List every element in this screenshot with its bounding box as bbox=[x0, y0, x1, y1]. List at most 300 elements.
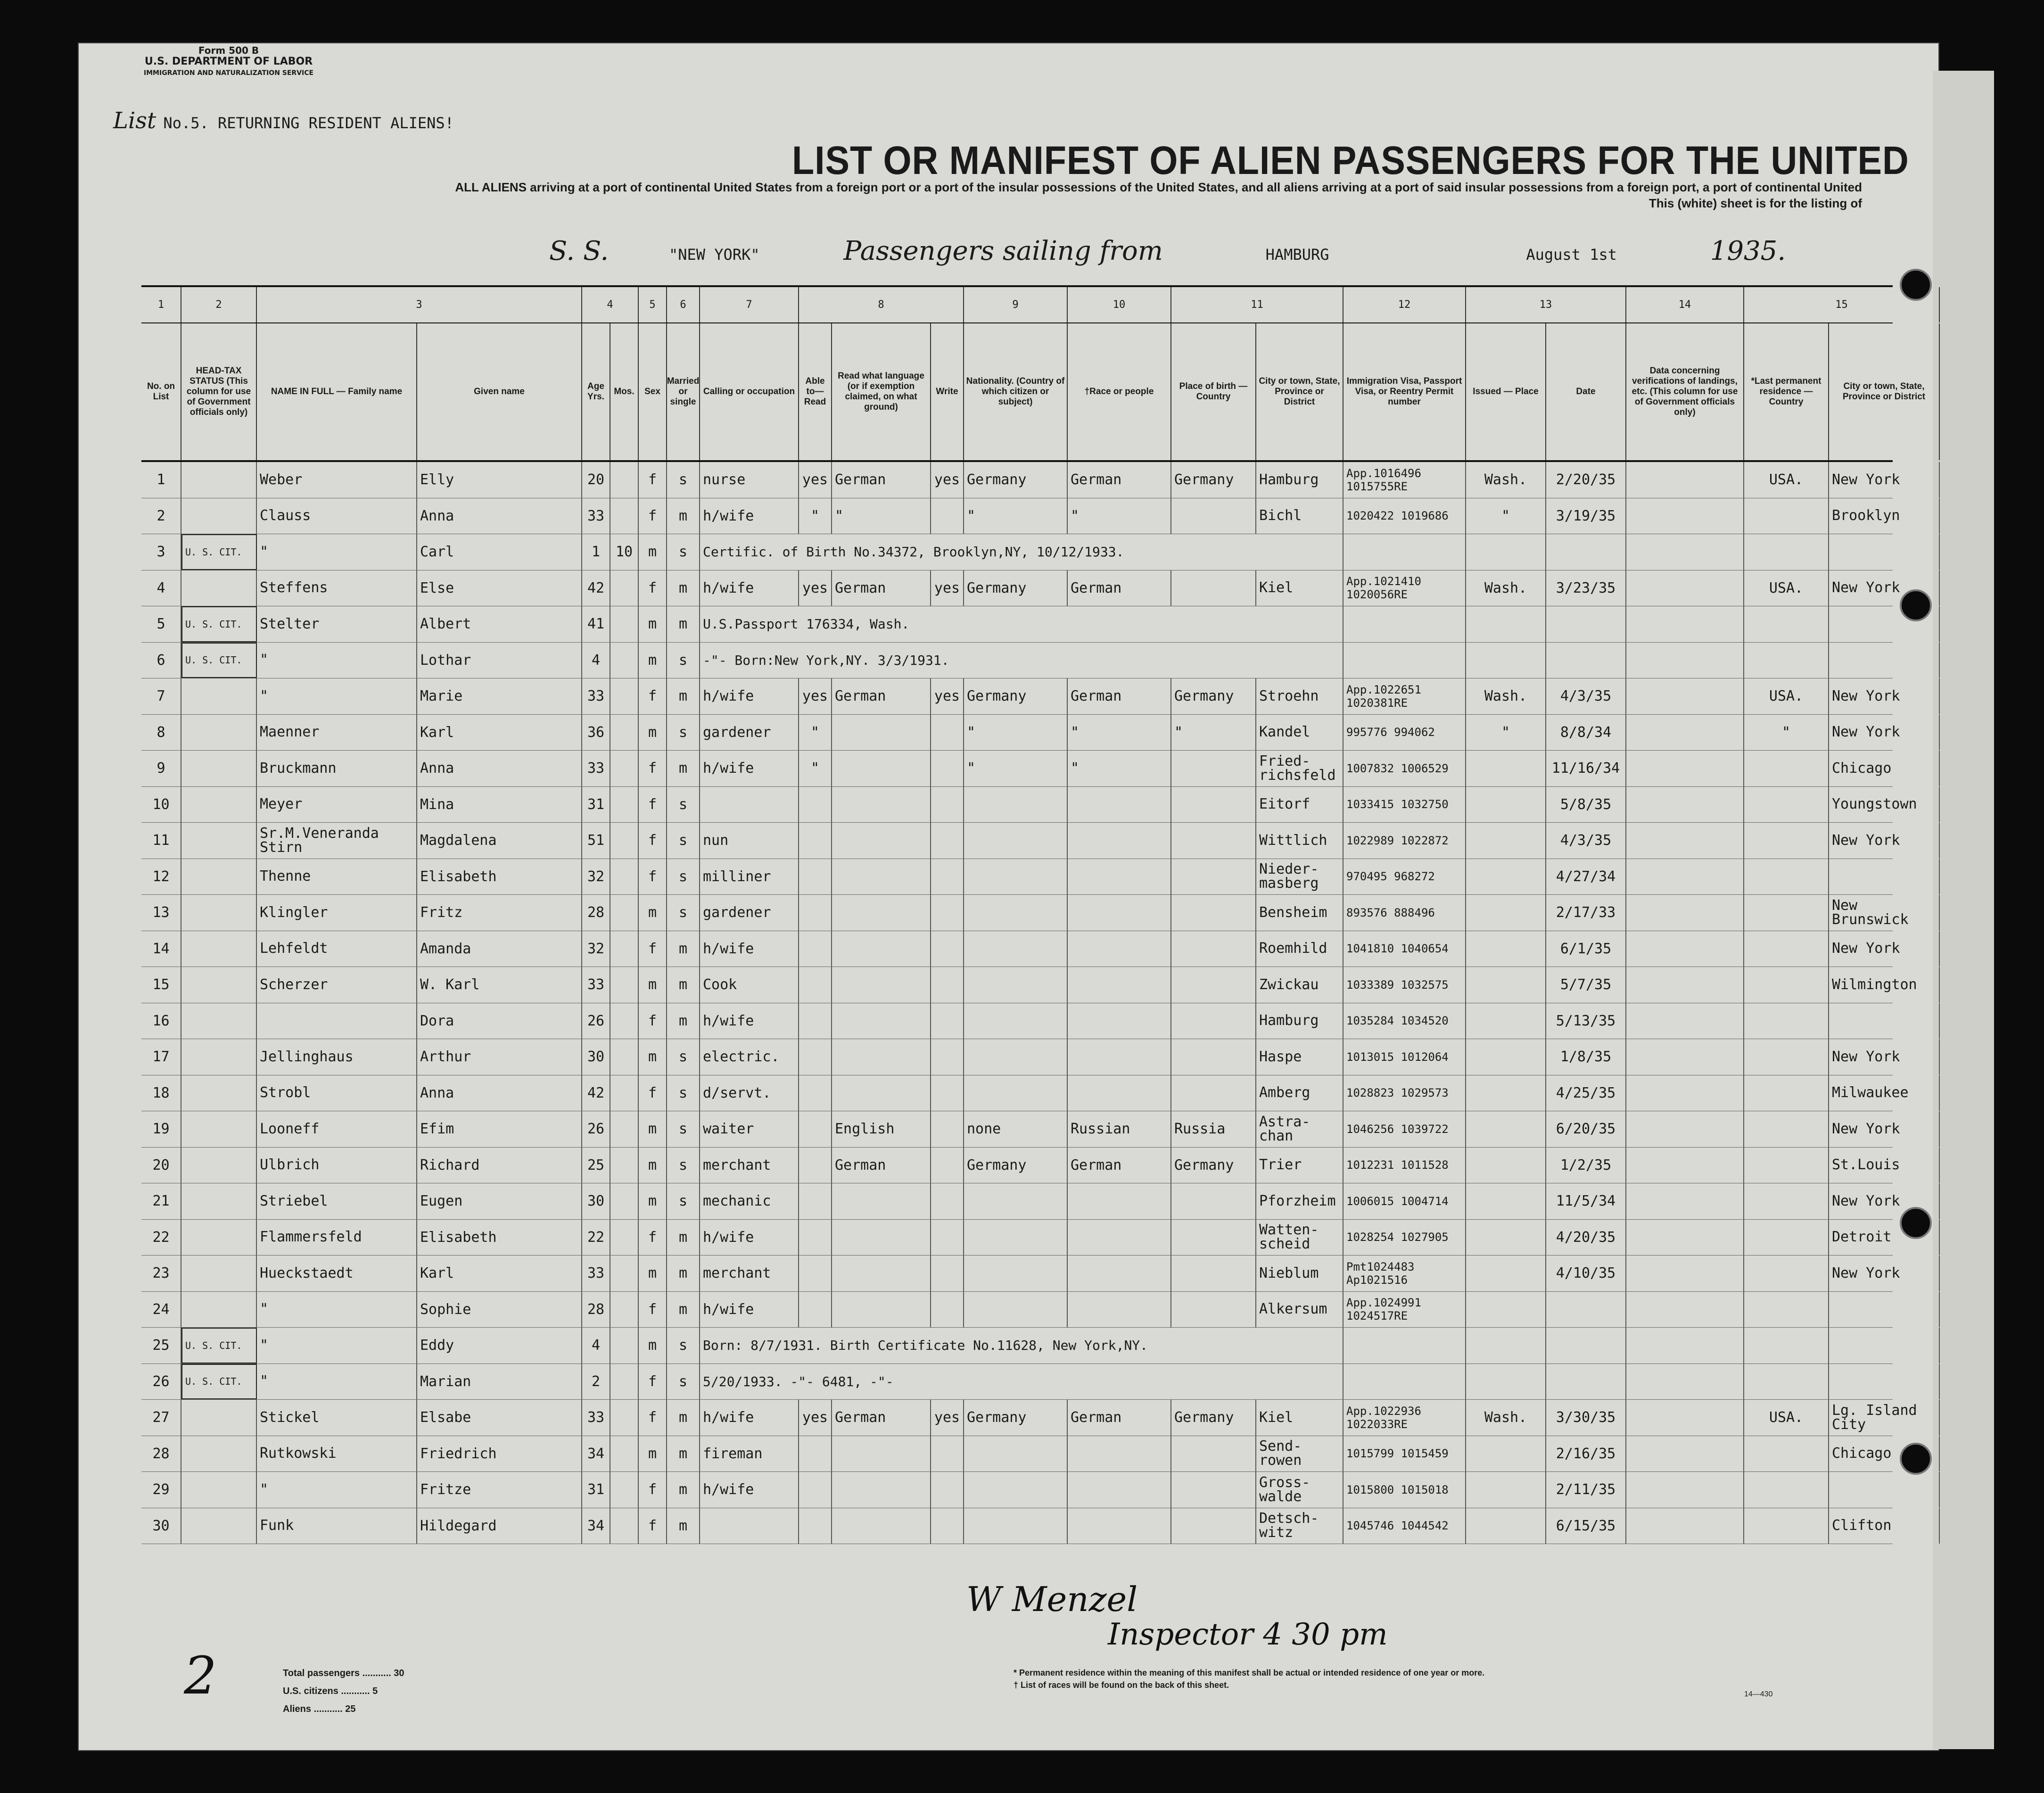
subtitle bbox=[453, 179, 1862, 211]
table-row bbox=[141, 570, 1900, 607]
cell-sex: m bbox=[639, 606, 667, 642]
cell-tax bbox=[181, 715, 257, 751]
cell-ip bbox=[1466, 1183, 1546, 1219]
column-header-mos: Mos. bbox=[610, 323, 639, 460]
cell-nat bbox=[964, 859, 1068, 895]
cell-ip bbox=[1466, 895, 1546, 931]
column-header-birth-country: Place of birth — Country bbox=[1171, 323, 1256, 460]
table-row bbox=[141, 823, 1900, 859]
cell-giv: Marie bbox=[417, 678, 582, 714]
cell-id: 1/8/35 bbox=[1546, 1039, 1626, 1075]
cell-write: yes bbox=[931, 1400, 964, 1436]
cell-bc bbox=[1171, 931, 1256, 967]
cell-yrs: 33 bbox=[582, 498, 610, 534]
cell-id bbox=[1546, 1328, 1626, 1363]
cell-giv: Fritze bbox=[417, 1472, 582, 1508]
total-aliens: Aliens ........... 25 bbox=[283, 1704, 356, 1714]
cell-yrs: 30 bbox=[582, 1183, 610, 1219]
cell-ip bbox=[1466, 751, 1546, 786]
cell-bc bbox=[1171, 787, 1256, 823]
cell-rcity: Milwaukee bbox=[1829, 1075, 1940, 1111]
cell-yrs: 2 bbox=[582, 1364, 610, 1400]
cell-mos bbox=[610, 1183, 639, 1219]
cell-ip: Wash. bbox=[1466, 678, 1546, 714]
cell-bc bbox=[1171, 1436, 1256, 1472]
cell-bcity: Eitorf bbox=[1256, 787, 1343, 823]
cell-yrs: 34 bbox=[582, 1436, 610, 1472]
cell-visa: 1035284 1034520 bbox=[1343, 1003, 1466, 1039]
cell-bc bbox=[1171, 1292, 1256, 1328]
cell-bc bbox=[1171, 967, 1256, 1003]
cell-rcity bbox=[1829, 1328, 1940, 1363]
cell-lang bbox=[832, 931, 931, 967]
ss-label: S. S. bbox=[549, 236, 609, 266]
table-row bbox=[141, 462, 1900, 498]
table-row bbox=[141, 1148, 1900, 1184]
cell-read bbox=[799, 1220, 832, 1256]
cell-rcity bbox=[1829, 606, 1940, 642]
cell-ip bbox=[1466, 1039, 1546, 1075]
table-row bbox=[141, 715, 1900, 751]
list-line bbox=[113, 107, 454, 134]
cell-ms: m bbox=[667, 1220, 700, 1256]
cell-read bbox=[799, 931, 832, 967]
cell-landing bbox=[1626, 534, 1744, 570]
cell-landing bbox=[1626, 1436, 1744, 1472]
cell-occ: nun bbox=[700, 823, 799, 859]
cell-visa: 1012231 1011528 bbox=[1343, 1148, 1466, 1183]
cell-occ: mechanic bbox=[700, 1183, 799, 1219]
cell-mos bbox=[610, 1003, 639, 1039]
cell-yrs: 26 bbox=[582, 1003, 610, 1039]
cell-n: 6 bbox=[141, 643, 181, 678]
cell-bc: Germany bbox=[1171, 1400, 1256, 1436]
cell-rc bbox=[1744, 751, 1829, 786]
column-header-birth-city: City or town, State, Province or District bbox=[1256, 323, 1343, 460]
cell-rcity: New York bbox=[1829, 570, 1940, 606]
cell-rcity bbox=[1829, 1003, 1940, 1039]
cell-rcity: Lg. Island City bbox=[1829, 1400, 1940, 1436]
column-header-married: Married or single bbox=[667, 323, 700, 460]
cell-rc bbox=[1744, 1003, 1829, 1039]
cell-bcity: Send-rowen bbox=[1256, 1436, 1343, 1472]
column-header-read: Able to— Read bbox=[799, 323, 832, 460]
cell-sex: f bbox=[639, 678, 667, 714]
cell-read: " bbox=[799, 498, 832, 534]
cell-yrs: 28 bbox=[582, 1292, 610, 1328]
column-number: 11 bbox=[1171, 287, 1343, 322]
cell-sex: f bbox=[639, 1292, 667, 1328]
cell-rc bbox=[1744, 1075, 1829, 1111]
cell-n: 1 bbox=[141, 462, 181, 498]
cell-sex: f bbox=[639, 1220, 667, 1256]
cell-lang bbox=[832, 1436, 931, 1472]
cell-mos bbox=[610, 498, 639, 534]
cell-yrs: 33 bbox=[582, 751, 610, 786]
cell-occ: electric. bbox=[700, 1039, 799, 1075]
cell-visa: 1028823 1029573 bbox=[1343, 1075, 1466, 1111]
cell-write bbox=[931, 931, 964, 967]
cell-nat: " bbox=[964, 498, 1068, 534]
cell-occ: Cook bbox=[700, 967, 799, 1003]
cell-giv: Magdalena bbox=[417, 823, 582, 859]
column-header-given: Given name bbox=[417, 323, 582, 460]
cell-fam: Weber bbox=[257, 462, 417, 498]
cell-yrs: 51 bbox=[582, 823, 610, 859]
cell-tax bbox=[181, 1400, 257, 1436]
cell-occ: merchant bbox=[700, 1148, 799, 1183]
cell-visa: App.1021410 1020056RE bbox=[1343, 570, 1466, 606]
column-number: 10 bbox=[1068, 287, 1171, 322]
cell-fam: Strobl bbox=[257, 1075, 417, 1111]
cell-race bbox=[1068, 1183, 1171, 1219]
cell-bc bbox=[1171, 895, 1256, 931]
cell-nat: none bbox=[964, 1111, 1068, 1147]
table-row bbox=[141, 1508, 1893, 1545]
cell-ms: m bbox=[667, 931, 700, 967]
cell-sex: f bbox=[639, 1472, 667, 1508]
cell-lang bbox=[832, 859, 931, 895]
cell-ip bbox=[1466, 1508, 1546, 1544]
cell-bc bbox=[1171, 1256, 1256, 1291]
department: U.S. DEPARTMENT OF LABOR bbox=[144, 56, 313, 67]
cell-mos bbox=[610, 1364, 639, 1400]
cell-yrs: 32 bbox=[582, 931, 610, 967]
inspector-note: Inspector 4 30 pm bbox=[1108, 1617, 1388, 1652]
list-value: No.5. RETURNING RESIDENT ALIENS! bbox=[163, 114, 454, 132]
cell-fam: Lehfeldt bbox=[257, 931, 417, 967]
cell-yrs: 33 bbox=[582, 1400, 610, 1436]
cell-sex: f bbox=[639, 1364, 667, 1400]
cell-fam: Stelter bbox=[257, 606, 417, 642]
cell-landing bbox=[1626, 1292, 1744, 1328]
cell-visa: 1007832 1006529 bbox=[1343, 751, 1466, 786]
cell-yrs: 34 bbox=[582, 1508, 610, 1544]
cell-yrs: 30 bbox=[582, 1039, 610, 1075]
cell-nat: " bbox=[964, 715, 1068, 751]
cell-mos bbox=[610, 1111, 639, 1147]
cell-write: yes bbox=[931, 678, 964, 714]
cell-ms: m bbox=[667, 678, 700, 714]
cell-landing bbox=[1626, 1472, 1744, 1508]
cell-landing bbox=[1626, 498, 1744, 534]
cell-visa: 1041810 1040654 bbox=[1343, 931, 1466, 967]
cell-fam: Scherzer bbox=[257, 967, 417, 1003]
cell-write: yes bbox=[931, 462, 964, 498]
cell-n: 30 bbox=[141, 1508, 181, 1544]
cell-occ: h/wife bbox=[700, 678, 799, 714]
table-row bbox=[141, 643, 1893, 679]
cell-rcity: New York bbox=[1829, 462, 1940, 498]
cell-tax bbox=[181, 498, 257, 534]
cell-visa bbox=[1343, 606, 1466, 642]
subtitle-line-1: ALL ALIENS arriving at a port of continental United States from a foreign port or a port of the insular possessions of the United States, and all aliens arriving at a port of said insular possessions from a foreign port, a port of continental United bbox=[455, 180, 1862, 194]
cell-id: 11/5/34 bbox=[1546, 1183, 1626, 1219]
cell-write bbox=[931, 1292, 964, 1328]
cell-ip: Wash. bbox=[1466, 462, 1546, 498]
cell-sex: f bbox=[639, 823, 667, 859]
cell-visa: 1020422 1019686 bbox=[1343, 498, 1466, 534]
cell-rcity: New York bbox=[1829, 823, 1940, 859]
cell-yrs: 1 bbox=[582, 534, 610, 570]
cell-id bbox=[1546, 643, 1626, 678]
cell-yrs: 28 bbox=[582, 895, 610, 931]
cell-landing bbox=[1626, 1148, 1744, 1183]
column-header-sex: Sex bbox=[639, 323, 667, 460]
cell-bcity: Wittlich bbox=[1256, 823, 1343, 859]
column-number: 3 bbox=[257, 287, 582, 322]
cell-lang: German bbox=[832, 678, 931, 714]
cell-bcity: Bensheim bbox=[1256, 895, 1343, 931]
cell-visa: 970495 968272 bbox=[1343, 859, 1466, 895]
cell-mos bbox=[610, 931, 639, 967]
cell-nat: Germany bbox=[964, 570, 1068, 606]
cell-rcity: Chicago bbox=[1829, 751, 1940, 786]
cell-visa: 1045746 1044542 bbox=[1343, 1508, 1466, 1544]
cell-sex: m bbox=[639, 715, 667, 751]
cell-visa: 1013015 1012064 bbox=[1343, 1039, 1466, 1075]
cell-bcity: Amberg bbox=[1256, 1075, 1343, 1111]
cell-landing bbox=[1626, 751, 1744, 786]
cell-giv: Richard bbox=[417, 1148, 582, 1183]
cell-ms: m bbox=[667, 1472, 700, 1508]
cell-mos bbox=[610, 678, 639, 714]
subtitle-line-2: This (white) sheet is for the listing of bbox=[1648, 196, 1862, 210]
cell-n: 17 bbox=[141, 1039, 181, 1075]
cell-race: " bbox=[1068, 715, 1171, 751]
cell-rcity: New York bbox=[1829, 715, 1940, 751]
cell-fam: Maenner bbox=[257, 715, 417, 751]
cell-write bbox=[931, 751, 964, 786]
cell-ms: s bbox=[667, 1075, 700, 1111]
cell-ms: m bbox=[667, 1508, 700, 1544]
cell-landing bbox=[1626, 1256, 1744, 1291]
cell-lang bbox=[832, 1256, 931, 1291]
column-number: 6 bbox=[667, 287, 700, 322]
cell-nat bbox=[964, 1220, 1068, 1256]
table-row bbox=[141, 751, 1893, 787]
cell-tax bbox=[181, 859, 257, 895]
cell-bcity: Astra-chan bbox=[1256, 1111, 1343, 1147]
cell-id: 2/20/35 bbox=[1546, 462, 1626, 498]
service: IMMIGRATION AND NATURALIZATION SERVICE bbox=[143, 69, 314, 77]
cell-lang bbox=[832, 751, 931, 786]
cell-n: 12 bbox=[141, 859, 181, 895]
cell-mos bbox=[610, 570, 639, 606]
cell-sex: f bbox=[639, 1400, 667, 1436]
cell-landing bbox=[1626, 1039, 1744, 1075]
cell-giv: Anna bbox=[417, 498, 582, 534]
cell-rcity: Brooklyn bbox=[1829, 498, 1940, 534]
column-header-language: Read what language (or if exemption claimed, on what ground) bbox=[832, 323, 931, 460]
cell-tax bbox=[181, 678, 257, 714]
table-row bbox=[141, 1364, 1893, 1400]
cell-n: 7 bbox=[141, 678, 181, 714]
cell-yrs: 31 bbox=[582, 787, 610, 823]
cell-landing bbox=[1626, 606, 1744, 642]
table-row bbox=[141, 1292, 1893, 1328]
column-number: 2 bbox=[181, 287, 257, 322]
cell-fam: Steffens bbox=[257, 570, 417, 606]
cell-rc: USA. bbox=[1744, 570, 1829, 606]
table-row bbox=[141, 1003, 1893, 1040]
cell-occ: h/wife bbox=[700, 751, 799, 786]
cell-occ: h/wife bbox=[700, 570, 799, 606]
cell-fam: Funk bbox=[257, 1508, 417, 1544]
cell-visa: 1022989 1022872 bbox=[1343, 823, 1466, 859]
cell-n: 14 bbox=[141, 931, 181, 967]
cell-tax: U. S. CIT. bbox=[181, 534, 257, 570]
cell-occ: h/wife bbox=[700, 931, 799, 967]
cell-bcity: Zwickau bbox=[1256, 967, 1343, 1003]
cell-bc bbox=[1171, 498, 1256, 534]
cell-fam: Klingler bbox=[257, 895, 417, 931]
cell-nat bbox=[964, 1472, 1068, 1508]
departure-port: HAMBURG bbox=[1265, 246, 1329, 264]
cell-mos bbox=[610, 751, 639, 786]
cell-visa: 1006015 1004714 bbox=[1343, 1183, 1466, 1219]
cell-tax bbox=[181, 967, 257, 1003]
cell-rcity bbox=[1829, 643, 1940, 678]
column-header-family: NAME IN FULL — Family name bbox=[257, 323, 417, 460]
cell-write: yes bbox=[931, 570, 964, 606]
cell-bcity: Trier bbox=[1256, 1148, 1343, 1183]
cell-visa: App.1016496 1015755RE bbox=[1343, 462, 1466, 498]
cell-write bbox=[931, 1256, 964, 1291]
cell-mos bbox=[610, 1328, 639, 1363]
cell-write bbox=[931, 895, 964, 931]
form-code: 14—430 bbox=[1744, 1690, 1773, 1698]
cell-n: 8 bbox=[141, 715, 181, 751]
cell-yrs: 26 bbox=[582, 1111, 610, 1147]
cell-lang bbox=[832, 1039, 931, 1075]
cell-race bbox=[1068, 967, 1171, 1003]
cell-rc: " bbox=[1744, 715, 1829, 751]
column-number: 9 bbox=[964, 287, 1068, 322]
cell-race: " bbox=[1068, 751, 1171, 786]
cell-mos bbox=[610, 462, 639, 498]
cell-id: 4/3/35 bbox=[1546, 823, 1626, 859]
cell-rc bbox=[1744, 787, 1829, 823]
cell-nat bbox=[964, 931, 1068, 967]
cell-rcity: New York bbox=[1829, 931, 1940, 967]
cell-landing bbox=[1626, 1183, 1744, 1219]
cell-ip bbox=[1466, 1220, 1546, 1256]
cell-tax bbox=[181, 1111, 257, 1147]
cell-fam: " bbox=[257, 1328, 417, 1363]
cell-n: 22 bbox=[141, 1220, 181, 1256]
cell-read: " bbox=[799, 751, 832, 786]
cell-id: 8/8/34 bbox=[1546, 715, 1626, 751]
cell-race bbox=[1068, 1292, 1171, 1328]
cell-ms: m bbox=[667, 1400, 700, 1436]
cell-bcity: Kiel bbox=[1256, 570, 1343, 606]
cell-n: 19 bbox=[141, 1111, 181, 1147]
cell-giv: Elisabeth bbox=[417, 859, 582, 895]
table-row bbox=[141, 1436, 1893, 1472]
cell-n: 2 bbox=[141, 498, 181, 534]
cell-n: 3 bbox=[141, 534, 181, 570]
cell-sex: f bbox=[639, 787, 667, 823]
cell-landing bbox=[1626, 1220, 1744, 1256]
cell-lang: English bbox=[832, 1111, 931, 1147]
page-mark: 2 bbox=[184, 1645, 217, 1706]
cell-landing bbox=[1626, 967, 1744, 1003]
cell-giv: Efim bbox=[417, 1111, 582, 1147]
cell-id: 1/2/35 bbox=[1546, 1148, 1626, 1183]
cell-visa: App.1024991 1024517RE bbox=[1343, 1292, 1466, 1328]
cell-rc: USA. bbox=[1744, 462, 1829, 498]
cell-n: 26 bbox=[141, 1364, 181, 1400]
cell-giv: Fritz bbox=[417, 895, 582, 931]
column-header-res-city: City or town, State, Province or District bbox=[1829, 323, 1940, 460]
column-number: 4 bbox=[582, 287, 639, 322]
cell-bcity: Kiel bbox=[1256, 1400, 1343, 1436]
cell-bcity: Roemhild bbox=[1256, 931, 1343, 967]
next-sheet-edge bbox=[1933, 71, 1994, 1749]
cell-rcity bbox=[1829, 859, 1940, 895]
cell-race: German bbox=[1068, 462, 1171, 498]
cell-ms: s bbox=[667, 823, 700, 859]
form-number: Form 500 B bbox=[198, 45, 259, 56]
cell-n: 15 bbox=[141, 967, 181, 1003]
cell-read bbox=[799, 1039, 832, 1075]
column-number: 5 bbox=[639, 287, 667, 322]
cell-bcity: Haspe bbox=[1256, 1039, 1343, 1075]
cell-ip bbox=[1466, 967, 1546, 1003]
ship-line bbox=[549, 236, 1786, 266]
cell-giv: Else bbox=[417, 570, 582, 606]
cell-ms: s bbox=[667, 1328, 700, 1363]
cell-lang bbox=[832, 967, 931, 1003]
cell-mos bbox=[610, 895, 639, 931]
cell-ms: m bbox=[667, 606, 700, 642]
cell-yrs: 4 bbox=[582, 643, 610, 678]
cell-rcity: Chicago bbox=[1829, 1436, 1940, 1472]
cell-rc bbox=[1744, 643, 1829, 678]
cell-ms: s bbox=[667, 1111, 700, 1147]
cell-nat bbox=[964, 1256, 1068, 1291]
sailing-label: Passengers sailing from bbox=[843, 236, 1163, 266]
cell-rcity: Clifton bbox=[1829, 1508, 1940, 1544]
cell-read bbox=[799, 1256, 832, 1291]
cell-nat: Germany bbox=[964, 462, 1068, 498]
cell-race bbox=[1068, 1256, 1171, 1291]
cell-lang: " bbox=[832, 498, 931, 534]
cell-fam: Striebel bbox=[257, 1183, 417, 1219]
cell-mos bbox=[610, 787, 639, 823]
cell-bc: Germany bbox=[1171, 678, 1256, 714]
cell-bcity: Hamburg bbox=[1256, 1003, 1343, 1039]
cell-sex: m bbox=[639, 1148, 667, 1183]
cell-landing bbox=[1626, 1400, 1744, 1436]
cell-visa: 1015800 1015018 bbox=[1343, 1472, 1466, 1508]
cell-ip bbox=[1466, 787, 1546, 823]
cell-bcity: Kandel bbox=[1256, 715, 1343, 751]
cell-write bbox=[931, 715, 964, 751]
cell-fam: Flammersfeld bbox=[257, 1220, 417, 1256]
cell-write bbox=[931, 1039, 964, 1075]
cell-id: 5/13/35 bbox=[1546, 1003, 1626, 1039]
cell-fam: Bruckmann bbox=[257, 751, 417, 786]
cell-read bbox=[799, 1148, 832, 1183]
cell-id: 4/25/35 bbox=[1546, 1075, 1626, 1111]
cell-rcity bbox=[1829, 1472, 1940, 1508]
cell-bc bbox=[1171, 1075, 1256, 1111]
cell-yrs: 41 bbox=[582, 606, 610, 642]
cell-sex: f bbox=[639, 570, 667, 606]
cell-n: 29 bbox=[141, 1472, 181, 1508]
